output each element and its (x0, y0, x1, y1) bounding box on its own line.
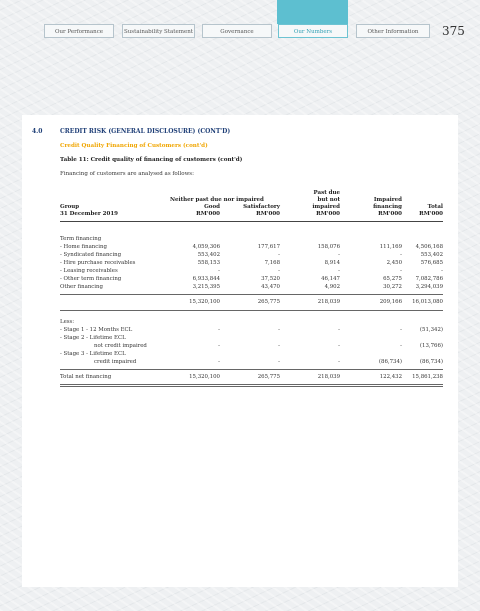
cell-satisfactory: - (278, 343, 280, 349)
row-label: not credit impaired (94, 343, 147, 349)
cell-satisfactory: 7,168 (264, 260, 280, 266)
cell-past-due: - (338, 343, 340, 349)
cell-satisfactory: - (278, 359, 280, 365)
header-total: Total (427, 204, 443, 210)
cell-satisfactory: 43,470 (261, 284, 280, 290)
table-row (60, 236, 443, 244)
cell-impaired: 111,169 (379, 244, 402, 250)
cell-satisfactory: - (278, 268, 280, 274)
cell-impaired: - (400, 252, 402, 258)
cell-total: 553,402 (420, 252, 443, 258)
header-group: Group (60, 204, 80, 210)
header-satisfactory-unit: RM'000 (256, 211, 280, 217)
tab-governance[interactable]: Governance (202, 24, 272, 38)
cell-total: 3,294,039 (415, 284, 443, 290)
total-rule-bottom-2 (60, 386, 443, 387)
table-row (60, 351, 443, 359)
total-satisfactory: 265,775 (257, 374, 280, 380)
table-row (60, 244, 443, 252)
subsection-title: Credit Quality Financing of Customers (cont'd) (60, 143, 208, 149)
cell-satisfactory: - (278, 327, 280, 333)
cell-impaired: 30,272 (383, 284, 402, 290)
header-but-not: but not (317, 197, 340, 203)
cell-total: 7,082,786 (415, 276, 443, 282)
cell-impaired: 65,275 (383, 276, 402, 282)
row-label: Other financing (60, 284, 103, 290)
subtotal-past-due: 218,039 (317, 299, 340, 305)
table-title: Table 11: Credit quality of financing of customers (cont'd) (60, 157, 243, 163)
cell-past-due: 46,147 (321, 276, 340, 282)
row-label: Term financing (60, 236, 102, 242)
section-number: 4.0 (32, 128, 43, 135)
row-label: - Stage 1 - 12 Months ECL (60, 327, 133, 333)
table-row (60, 359, 443, 367)
subtotal-satisfactory: 265,775 (257, 299, 280, 305)
header-past-due-unit: RM'000 (316, 211, 340, 217)
row-label: - Leasing receivables (60, 268, 118, 274)
header-date: 31 December 2019 (60, 211, 118, 217)
tab-our-performance[interactable]: Our Performance (44, 24, 114, 38)
total-rule-top (60, 369, 443, 370)
subtotal-row (60, 299, 443, 307)
table-row (60, 335, 443, 343)
header-financing: financing (373, 204, 402, 210)
table-row (60, 327, 443, 335)
cell-total: (86,734) (419, 359, 443, 365)
cell-total: 576,685 (420, 260, 443, 266)
header-impaired: impaired (312, 204, 340, 210)
total-good: 15,320,100 (189, 374, 220, 380)
table-row (60, 268, 443, 276)
less-heading (60, 319, 443, 327)
header-good: Good (204, 204, 220, 210)
total-rule-bottom-1 (60, 384, 443, 385)
header-satisfactory: Satisfactory (243, 204, 280, 210)
header-total-unit: RM'000 (419, 211, 443, 217)
tab-other-information[interactable]: Other Information (356, 24, 430, 38)
cell-past-due: - (338, 327, 340, 333)
cell-good: 6,933,844 (192, 276, 220, 282)
intro-text: Financing of customers are analysed as follows: (60, 171, 194, 177)
subtotal-total: 16,013,080 (412, 299, 443, 305)
table-row (60, 343, 443, 351)
cell-impaired: (86,734) (378, 359, 402, 365)
table-row (60, 276, 443, 284)
total-label: Total net financing (60, 374, 112, 380)
tab-our-numbers[interactable]: Our Numbers (278, 24, 348, 38)
total-impaired: 122,432 (379, 374, 402, 380)
header-good-unit: RM'000 (196, 211, 220, 217)
less-label: Less: (60, 319, 75, 325)
row-label: - Syndicated financing (60, 252, 122, 258)
active-tab-highlight (277, 0, 348, 24)
cell-impaired: - (400, 268, 402, 274)
subtotal-rule-bottom (60, 310, 443, 311)
cell-total: - (441, 268, 443, 274)
header-past-due: Past due (313, 190, 340, 196)
cell-good: - (218, 343, 220, 349)
cell-past-due: 4,902 (324, 284, 340, 290)
cell-good: - (218, 327, 220, 333)
top-navigation (0, 0, 480, 48)
tab-sustainability-statement[interactable]: Sustainability Statement (122, 24, 195, 38)
cell-satisfactory: 177,617 (257, 244, 280, 250)
cell-total: (13,766) (419, 343, 443, 349)
cell-good: 558,153 (197, 260, 220, 266)
cell-satisfactory: - (278, 252, 280, 258)
cell-good: - (218, 268, 220, 274)
cell-good: 553,402 (197, 252, 220, 258)
row-label: - Home financing (60, 244, 107, 250)
cell-good: 3,215,395 (192, 284, 220, 290)
header-impaired-unit: RM'000 (378, 211, 402, 217)
cell-impaired: - (400, 327, 402, 333)
table-row (60, 252, 443, 260)
total-total: 15,861,238 (412, 374, 443, 380)
cell-impaired: - (400, 343, 402, 349)
row-label: credit impaired (94, 359, 137, 365)
cell-impaired: 2,450 (386, 260, 402, 266)
subtotal-rule-top (60, 294, 443, 295)
row-label: - Other term financing (60, 276, 122, 282)
total-past-due: 218,039 (317, 374, 340, 380)
header-rule (60, 221, 443, 222)
cell-good: - (218, 359, 220, 365)
subtotal-good: 15,320,100 (189, 299, 220, 305)
total-row (60, 374, 443, 382)
cell-past-due: - (338, 359, 340, 365)
cell-past-due: 158,076 (317, 244, 340, 250)
cell-satisfactory: 37,520 (261, 276, 280, 282)
header-neither-past-due: Neither past due nor impaired (170, 197, 264, 203)
page-number: 375 (442, 24, 465, 38)
section-title: CREDIT RISK (GENERAL DISCLOSURE) (CONT'D) (60, 128, 231, 135)
cell-past-due: 8,914 (324, 260, 340, 266)
header-impaired-col: Impaired (373, 197, 402, 203)
table-row (60, 284, 443, 292)
cell-good: 4,059,306 (192, 244, 220, 250)
cell-total: 4,506,168 (415, 244, 443, 250)
cell-past-due: - (338, 252, 340, 258)
cell-total: (51,342) (419, 327, 443, 333)
row-label: - Stage 2 - Lifetime ECL (60, 335, 126, 341)
row-label: - Hire purchase receivables (60, 260, 136, 266)
row-label: - Stage 3 - Lifetime ECL (60, 351, 126, 357)
subtotal-impaired: 209,166 (379, 299, 402, 305)
table-row (60, 260, 443, 268)
cell-past-due: - (338, 268, 340, 274)
